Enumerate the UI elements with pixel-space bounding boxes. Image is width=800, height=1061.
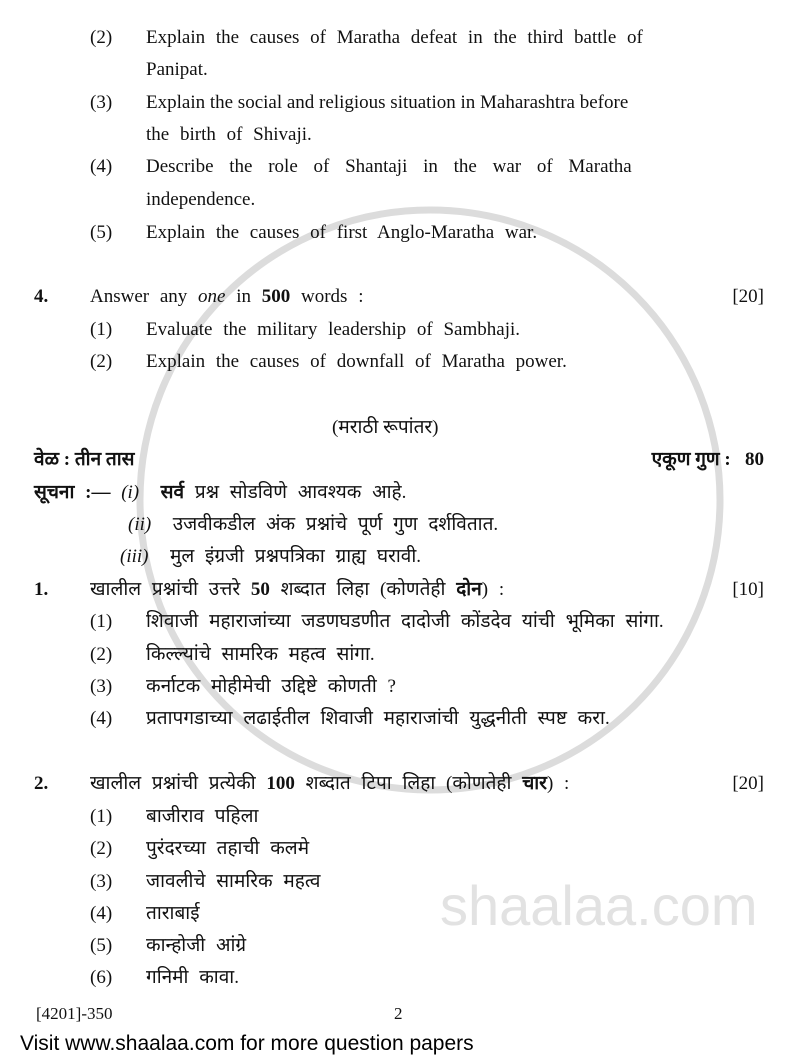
question-text: जावलीचे सामरिक महत्व: [146, 871, 321, 892]
item-number: (1): [90, 611, 113, 632]
instruction-text: प्रश्न सोडविणे आवश्यक आहे.: [194, 482, 407, 503]
text: one: [198, 286, 226, 307]
text: ) :: [481, 579, 505, 600]
item-number: (3): [90, 676, 113, 697]
bold-text: सर्व: [160, 482, 185, 503]
question-text: Evaluate the military leadership of Sambhaji.: [146, 319, 521, 340]
question-text: पुरंदरच्या तहाची कलमे: [146, 838, 310, 859]
instruction-number: (ii): [128, 514, 152, 535]
instruction-text: मुल इंग्रजी प्रश्नपत्रिका ग्राह्य घरावी.: [170, 546, 422, 567]
paper-code: [4201]-350: [36, 1004, 113, 1023]
question-1-header: [34, 578, 764, 602]
question-text: बाजीराव पहिला: [146, 806, 259, 827]
question-text: independence.: [146, 189, 256, 210]
item-number: (2): [90, 838, 113, 859]
marks: [10]: [732, 579, 764, 600]
item-number: (4): [90, 708, 113, 729]
total-marks: [652, 448, 764, 472]
word-count: 100: [266, 773, 295, 794]
instructions-label: सूचना :—: [34, 482, 111, 503]
marks: [20]: [732, 286, 764, 307]
question-number: 1.: [34, 579, 49, 600]
text: Answer any: [90, 286, 188, 307]
watermark-text: shaalaa.com: [440, 874, 758, 937]
question-text: गनिमी कावा.: [146, 967, 239, 988]
question-number: 4.: [34, 286, 49, 307]
instruction-number: (iii): [120, 546, 149, 567]
question-text: Explain the causes of downfall of Maratha power.: [146, 351, 567, 372]
question-text: शिवाजी महाराजांच्या जडणघडणीत दादोजी कोंडदेव यांची भूमिका सांगा.: [146, 611, 664, 632]
text: शब्दात टिपा लिहा (कोणतेही: [305, 773, 512, 794]
text: खालील प्रश्नांची उत्तरे: [90, 579, 241, 600]
item-number: (2): [90, 351, 113, 372]
question-text: the birth of Shivaji.: [146, 124, 312, 145]
time-label: वेळ : तीन तास: [34, 449, 135, 470]
item-number: (4): [90, 156, 113, 177]
item-number: (2): [90, 27, 113, 48]
bold-text: चार: [522, 773, 547, 794]
instruction-row: [120, 545, 421, 569]
question-text: Explain the causes of first Anglo-Maratha war.: [146, 222, 538, 243]
question-text: प्रतापगडाच्या लढाईतील शिवाजी महाराजांची युद्धनीती स्पष्ट करा.: [146, 708, 610, 729]
instruction-text: उजवीकडील अंक प्रश्नांचे पूर्ण गुण दर्शवितात.: [172, 514, 499, 535]
item-number: (5): [90, 222, 113, 243]
bold-text: दोन: [456, 579, 482, 600]
word-count: 50: [250, 579, 270, 600]
marks: [20]: [732, 773, 764, 794]
page-number: 2: [394, 1004, 403, 1023]
text: खालील प्रश्नांची प्रत्येकी: [90, 773, 256, 794]
text: in: [236, 286, 251, 307]
question-text: किल्ल्यांचे सामरिक महत्व सांगा.: [146, 644, 375, 665]
question-2-prompt: [90, 772, 720, 796]
item-number: (4): [90, 903, 113, 924]
question-2-header: [34, 772, 764, 796]
question-text: Panipat.: [146, 59, 208, 80]
item-number: (1): [90, 319, 113, 340]
text: ) :: [546, 773, 570, 794]
marathi-heading: (मराठी रूपांतर): [332, 417, 439, 438]
question-text: Explain the social and religious situation in Maharashtra before: [146, 92, 629, 113]
item-number: (3): [90, 92, 113, 113]
total-marks-label: एकूण गुण :: [651, 449, 731, 470]
instruction-row: [128, 513, 498, 537]
question-1-prompt: [90, 578, 720, 602]
item-number: (5): [90, 935, 113, 956]
item-number: (1): [90, 806, 113, 827]
question-text: कान्होजी आंग्रे: [146, 935, 247, 956]
question-text: कर्नाटक मोहीमेची उद्दिष्टे कोणती ?: [146, 676, 396, 697]
question-number: 2.: [34, 773, 49, 794]
instruction-row: [34, 481, 406, 505]
question-4-header: [34, 285, 764, 309]
shaalaa-link[interactable]: Visit www.shaalaa.com for more question papers: [20, 1032, 474, 1055]
question-text: ताराबाई: [146, 903, 200, 924]
item-number: (3): [90, 871, 113, 892]
total-marks-value: 80: [745, 449, 764, 470]
question-text: Explain the causes of Maratha defeat in the third battle of: [146, 27, 643, 48]
time-and-marks-row: [34, 448, 764, 472]
item-number: (2): [90, 644, 113, 665]
question-text: Describe the role of Shantaji in the war of Maratha: [146, 156, 632, 177]
text: शब्दात लिहा (कोणतेही: [280, 579, 446, 600]
text: words :: [301, 286, 364, 307]
instruction-number: (i): [121, 482, 140, 503]
item-number: (6): [90, 967, 113, 988]
question-4-prompt: [90, 285, 720, 309]
word-count: 500: [261, 286, 291, 307]
